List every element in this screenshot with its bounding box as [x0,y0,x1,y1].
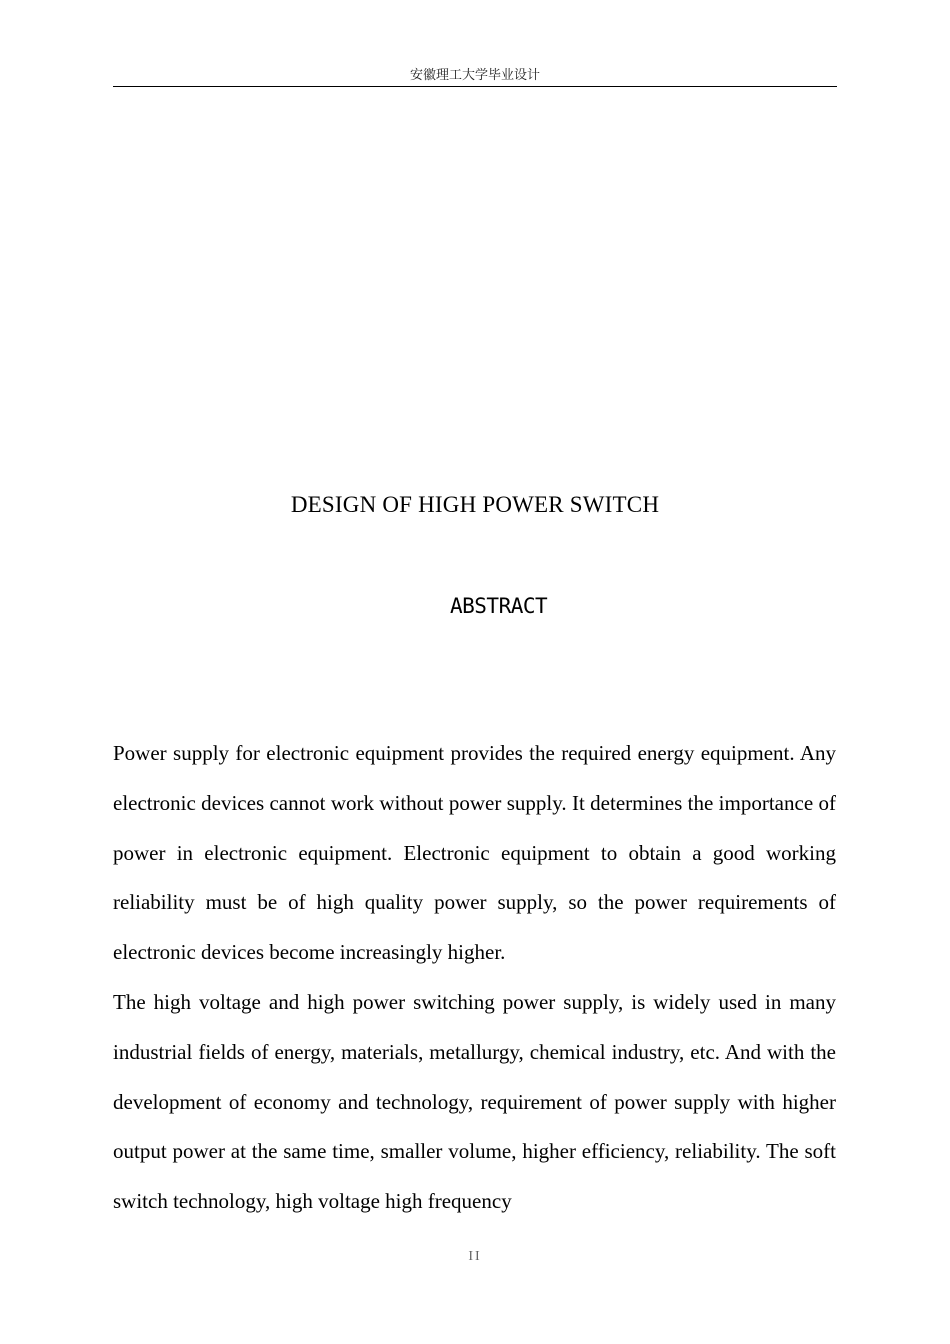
document-title: DESIGN OF HIGH POWER SWITCH [290,492,660,517]
abstract-body [113,729,836,1227]
abstract-heading: ABSTRACT [450,594,548,618]
page-number: II [468,1249,482,1264]
abstract-paragraph: Power supply for electronic equipment provides the required energy equipment. Any electronic devices cannot work without power supply. It determines the importance of power in electronic equipment. Electronic equipment to obtain a good working reliability must be of high quality power supply, so the power requirements of electronic devices become increasingly higher. [113,741,836,965]
page-header: 安徽理工大学毕业设计 [113,66,837,87]
abstract-paragraph: The high voltage and high power switching power supply, is widely used in many industrial fields of energy, materials, metallurgy, chemical industry, etc. And with the development of economy and technology, requirement of power supply with higher output power at the same time, smaller volume, higher efficiency, reliability. The soft switch technology, high voltage high frequency [113,989,836,1214]
